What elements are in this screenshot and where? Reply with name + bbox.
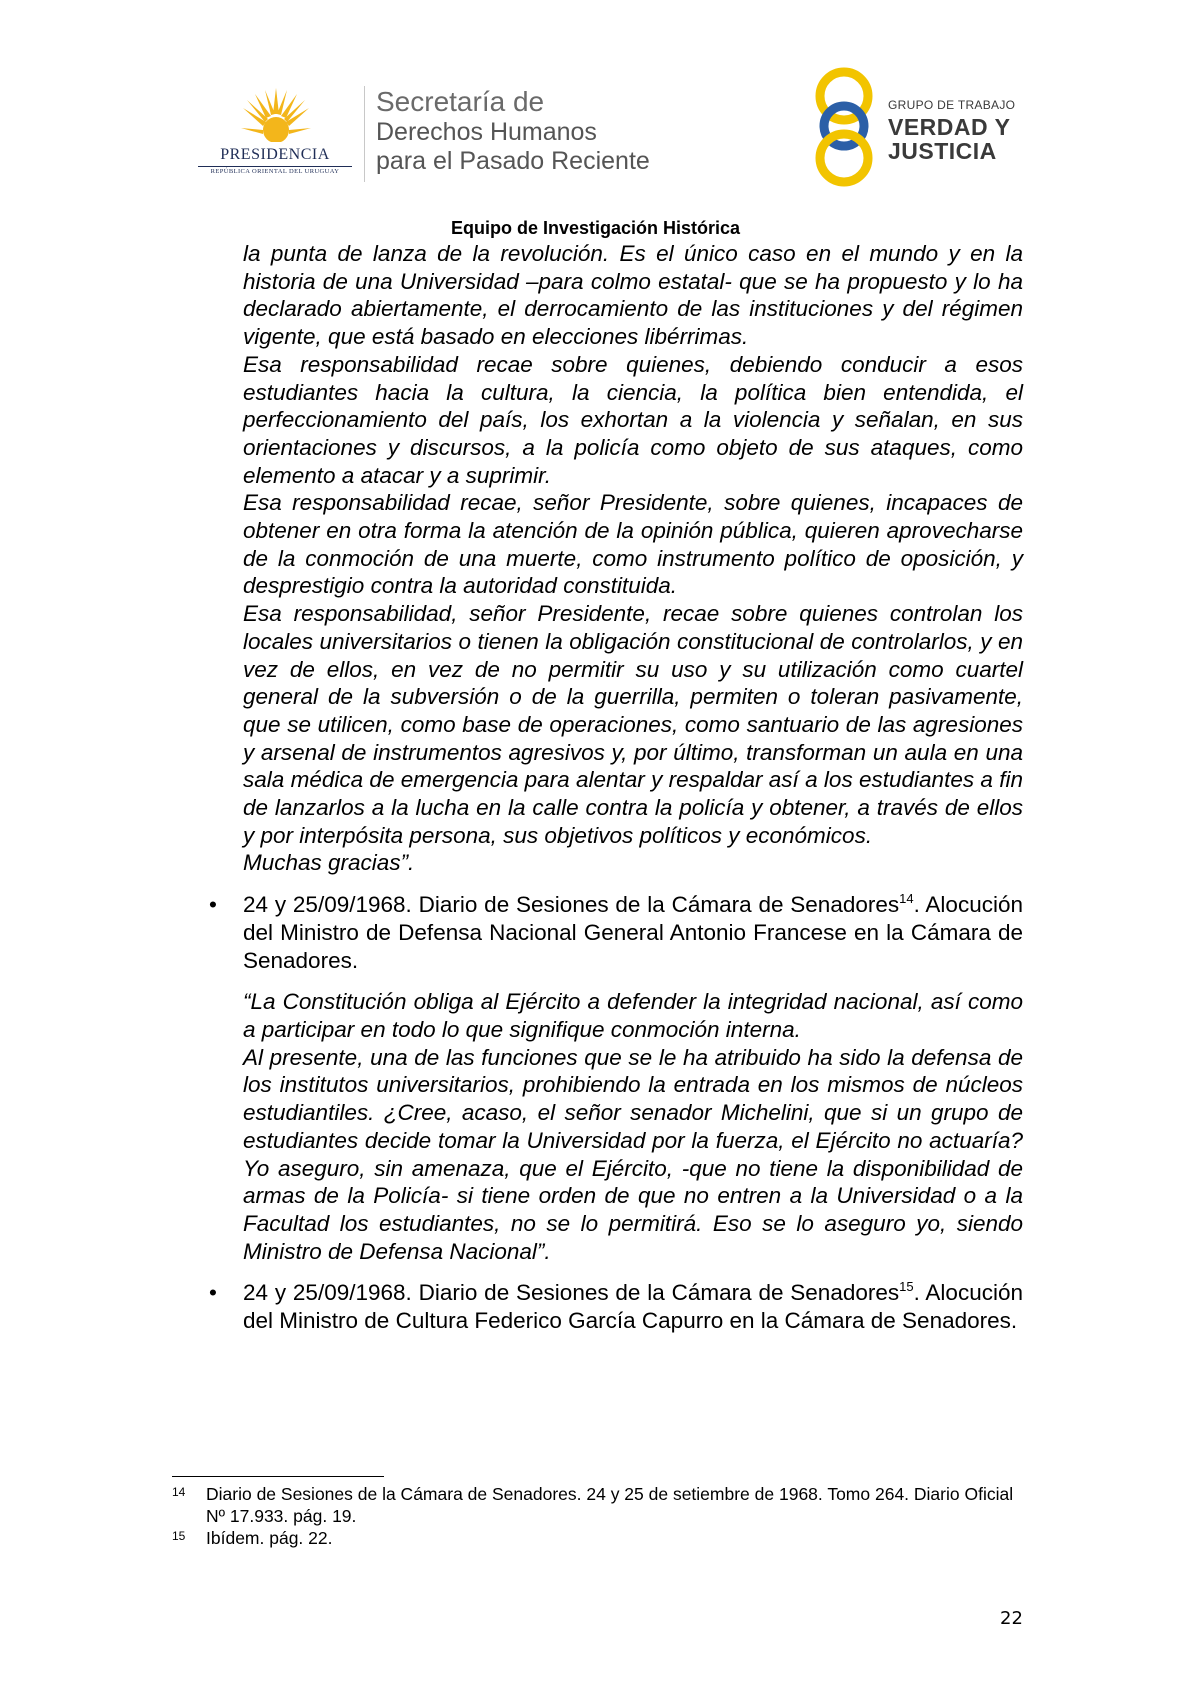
bullet-text: 24 y 25/09/1968. Diario de Sesiones de la Cámara de Senadores (243, 1280, 900, 1306)
bullet-text-cont: . Alocución del Ministro de Defensa Nacional General Antonio Francese en la Cámara de Senadores. (243, 892, 1023, 973)
footnote-reference[interactable]: 14 (899, 891, 914, 907)
footnote-separator (172, 1476, 384, 1477)
quote-paragraph: Muchas gracias”. (243, 850, 415, 876)
presidencia-country: REPÚBLICA ORIENTAL DEL URUGUAY (210, 168, 340, 175)
footnotes (172, 1483, 1028, 1549)
grupo-line1: GRUPO DE TRABAJO (888, 98, 1016, 112)
sun-icon (241, 86, 311, 148)
presidencia-logo (196, 86, 354, 186)
bullet-item (209, 891, 1023, 974)
quote-paragraph: “La Constitución obliga al Ejército a defender la integridad nacional, así como a participar en todo lo que signifique conmoción interna. (243, 989, 1023, 1042)
quote-paragraph: Esa responsabilidad recae sobre quienes, debiendo conducir a esos estudiantes hacia la cultura, la ciencia, la política bien entendida, el perfeccionamiento del país, los exhortan a la violencia y señalan, en sus orientaciones y discursos, a la policía como objeto de sus ataques, como elemento a atacar y a suprimir. (243, 351, 1023, 488)
linked-rings-icon (810, 62, 880, 190)
footnote-number: 15 (172, 1529, 186, 1543)
secretaria-line2: Derechos Humanos (376, 118, 597, 146)
bullet-text: 24 y 25/09/1968. Diario de Sesiones de la Cámara de Senadores (243, 892, 900, 918)
bullet-marker: • (209, 892, 217, 918)
presidencia-rule (198, 166, 352, 167)
page-number: 22 (1000, 1608, 1023, 1629)
bullet-item (209, 1279, 1023, 1334)
quote-paragraph: Esa responsabilidad, señor Presidente, recae sobre quienes controlan los locales universitarios o tienen la obligación constitucional de controlarlos, y en vez de ellos, en vez de no permitir su uso y su utilización como cuartel general de la subversión o de la guerrilla, permiten o toleran pasivamente, que se utilicen, como base de operaciones, como santuario de las agresiones y arsenal de instrumentos agresivos y, por último, transforman un aula en una sala médica de emergencia para alentar y respaldar así a los estudiantes a fin de lanzarlos a la lucha en la calle contra la policía y obtener, a través de ellos y por interpósita persona, sus objetivos políticos y económicos. (243, 601, 1023, 848)
bullet-text-cont: . Alocución del Ministro de Cultura Federico García Capurro en la Cámara de Senadores. (243, 1280, 1023, 1334)
footnote-number: 14 (172, 1485, 186, 1499)
grupo-line3: JUSTICIA (888, 138, 997, 164)
main-content (209, 240, 1023, 1335)
secretaria-line3: para el Pasado Reciente (376, 147, 650, 175)
presidencia-name: PRESIDENCIA (220, 146, 330, 163)
footnote (172, 1483, 1028, 1527)
quote-paragraph: Al presente, una de las funciones que se le ha atribuido ha sido la defensa de los institutos universitarios, prohibiendo la entrada en los mismos de núcleos estudiantiles. ¿Cree, acaso, el señor senador Michelini, que si un grupo de estudiantes decide tomar la Universidad por la fuerza, el Ejército no actuaría? Yo aseguro, sin amenaza, que el Ejército, -que no tiene la disponibilidad de armas de la Policía- si tiene orden de que no entren a la Universidad o a la Facultad los estudiantes, no se lo permitirá. Eso se lo aseguro yo, siendo Ministro de Defensa Nacional”. (243, 1044, 1023, 1264)
quote-paragraph: Esa responsabilidad recae, señor Presidente, sobre quienes, incapaces de obtener en otra forma la atención de la opinión pública, quieren aprovecharse de la conmoción de una muerte, como instrumento político de oposición, y desprestigio contra la autoridad constituida. (243, 490, 1023, 599)
footnote-reference[interactable]: 15 (899, 1279, 914, 1295)
header-divider (364, 86, 365, 182)
grupo-line2: VERDAD Y (888, 114, 1011, 140)
team-title: Equipo de Investigación Histórica (450, 218, 741, 238)
secretaria-line1: Secretaría de (376, 86, 545, 117)
footnote-text: Ibídem. pág. 22. (206, 1528, 333, 1548)
quote-paragraph: la punta de lanza de la revolución. Es el único caso en el mundo y en la historia de una Universidad –para colmo estatal- que se ha propuesto y lo ha declarado abiertamente, el derrocamiento de las instituciones y del régimen vigente, que está basado en elecciones libérrimas. (243, 241, 1023, 350)
grupo-trabajo-logo (810, 62, 1030, 190)
footnote-text: Diario de Sesiones de la Cámara de Senadores. 24 y 25 de setiembre de 1968. Tomo 264. Diario Oficial Nº 17.933. pág. 19. (206, 1484, 1014, 1526)
bullet-marker: • (209, 1280, 217, 1306)
secretaria-logo (376, 88, 650, 174)
footnote (172, 1527, 1028, 1549)
